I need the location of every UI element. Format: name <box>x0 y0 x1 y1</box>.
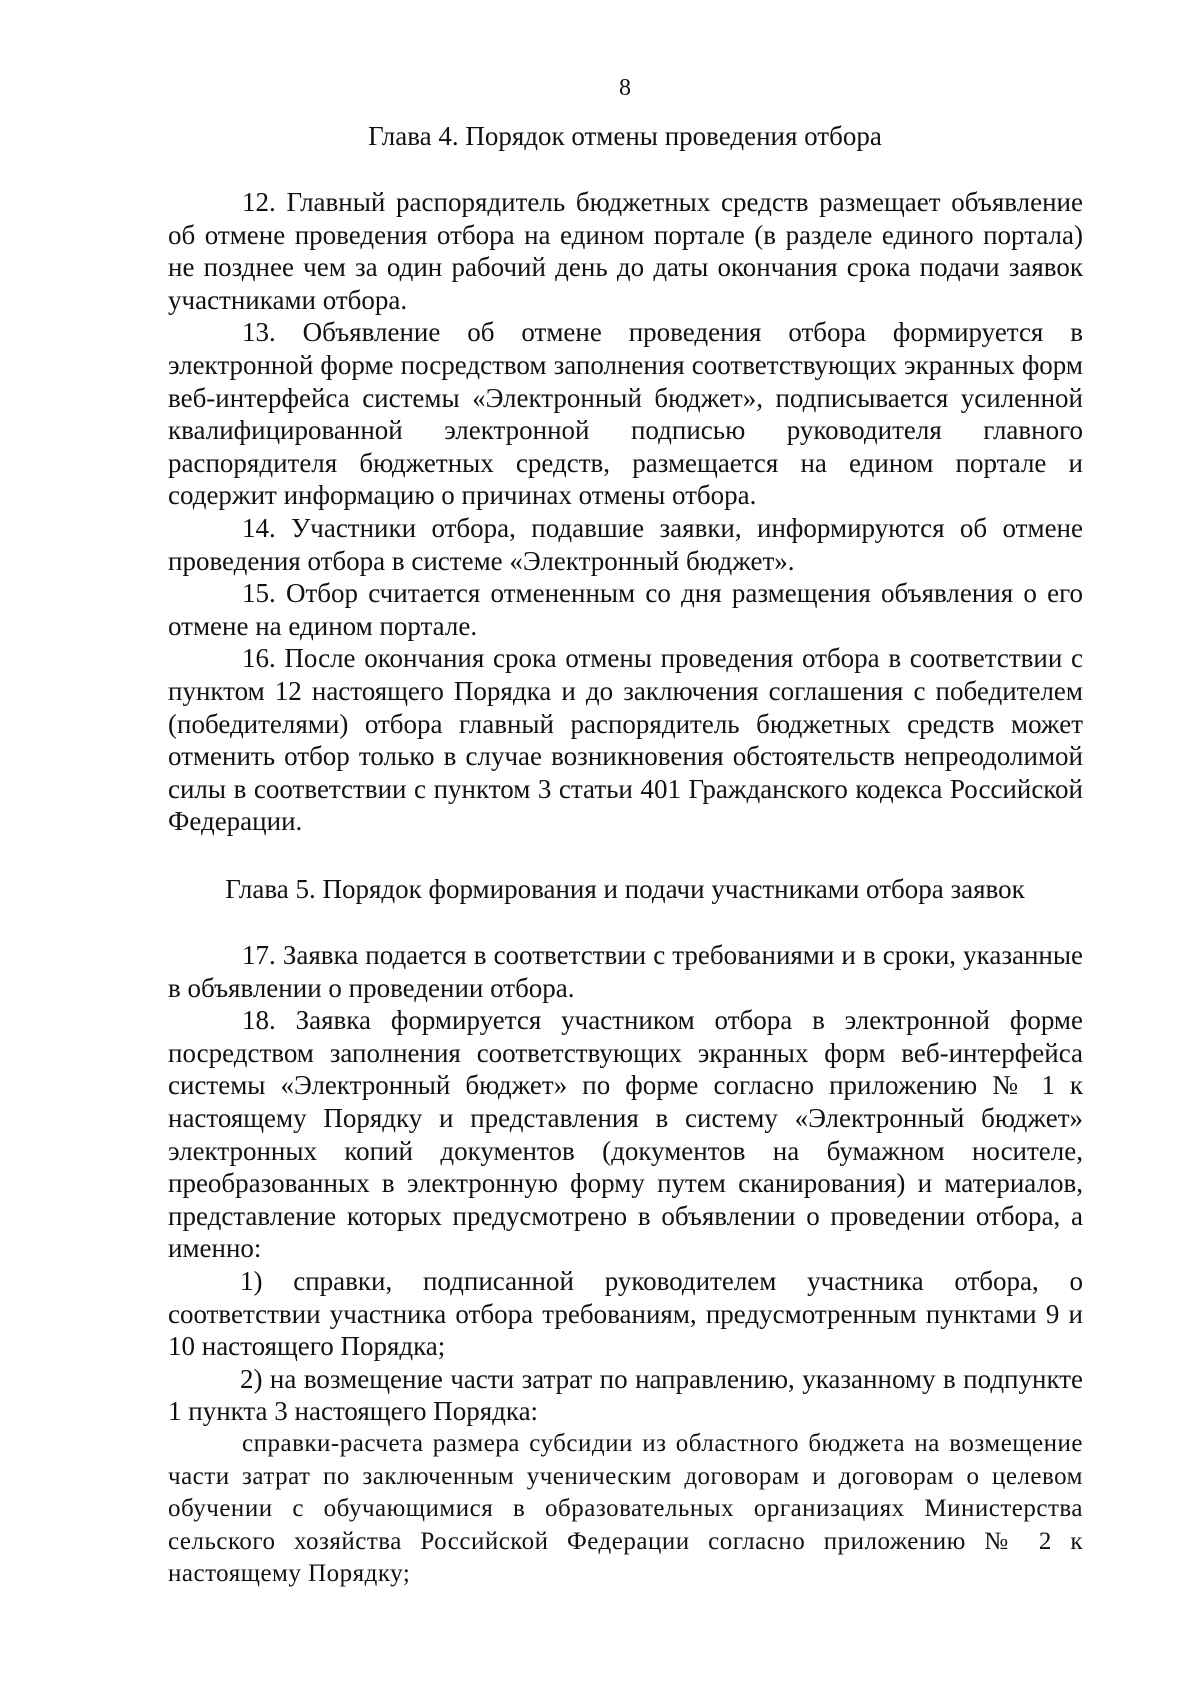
paragraph-15: 15. Отбор считается отмененным со дня размещения объявления о его отмене на едином портале. <box>168 578 1083 641</box>
chapter-4-title: Глава 4. Порядок отмены проведения отбора <box>368 121 882 151</box>
sub-item-calculation: справки-расчета размера субсидии из областного бюджета на возмещение части затрат по заключенным ученическим договорам и договорам о целевом обучении с обучающимися в образовательных организациях Министерства сельского хозяйства Российской Федерации согласно приложению № 2 к настоящему Порядку; <box>168 1429 1083 1588</box>
paragraph-16: 16. После окончания срока отмены проведения отбора в соответствии с пунктом 12 настоящего Порядка и до заключения соглашения с победителем (победителями) отбора главный распорядитель бюджетных средств может отменить отбор только в случае возникновения обстоятельств непреодолимой силы в соответствии с пунктом 3 статьи 401 Гражданского кодекса Российской Федерации. <box>168 643 1083 837</box>
paragraph-13: 13. Объявление об отмене проведения отбора формируется в электронной форме посредством заполнения соответствующих экранных форм веб-интерфейса системы «Электронный бюджет», подписывается усиленной квалифицированной электронной подписью руководителя главного распорядителя бюджетных средств, размещается на едином портале и содержит информацию о причинах отмены отбора. <box>168 317 1083 511</box>
chapter-5-body <box>168 939 1083 1591</box>
paragraph-18: 18. Заявка формируется участником отбора в электронной форме посредством заполнения соответствующих экранных форм веб-интерфейса системы «Электронный бюджет» по форме согласно приложению № 1 к настоящему Порядку и представления в систему «Электронный бюджет» электронных копий документов (документов на бумажном носителе, преобразованных в электронную форму путем сканирования) и материалов, представление которых предусмотрено в объявлении о проведении отбора, а именно: <box>168 1005 1083 1264</box>
paragraph-14: 14. Участники отбора, подавшие заявки, информируются об отмене проведения отбора в системе «Электронный бюджет». <box>168 512 1083 576</box>
chapter-5-title: Глава 5. Порядок формирования и подачи участниками отбора заявок <box>225 874 1025 904</box>
paragraph-12: 12. Главный распорядитель бюджетных средств размещает объявление об отмене проведения отбора на едином портале (в разделе единого портала) не позднее чем за один рабочий день до даты окончания срока подачи заявок участниками отбора. <box>168 187 1083 315</box>
paragraph-17: 17. Заявка подается в соответствии с требованиями и в сроки, указанные в объявлении о проведении отбора. <box>168 940 1083 1003</box>
list-item-1: 1) справки, подписанной руководителем участника отбора, о соответствии участника отбора требованиям, предусмотренным пунктами 9 и 10 настоящего Порядка; <box>168 1265 1083 1362</box>
page-number: 8 <box>619 75 631 101</box>
chapter-4-body <box>168 186 1083 838</box>
list-item-2: 2) на возмещение части затрат по направлению, указанному в подпункте 1 пункта 3 настоящего Порядка: <box>168 1363 1083 1427</box>
